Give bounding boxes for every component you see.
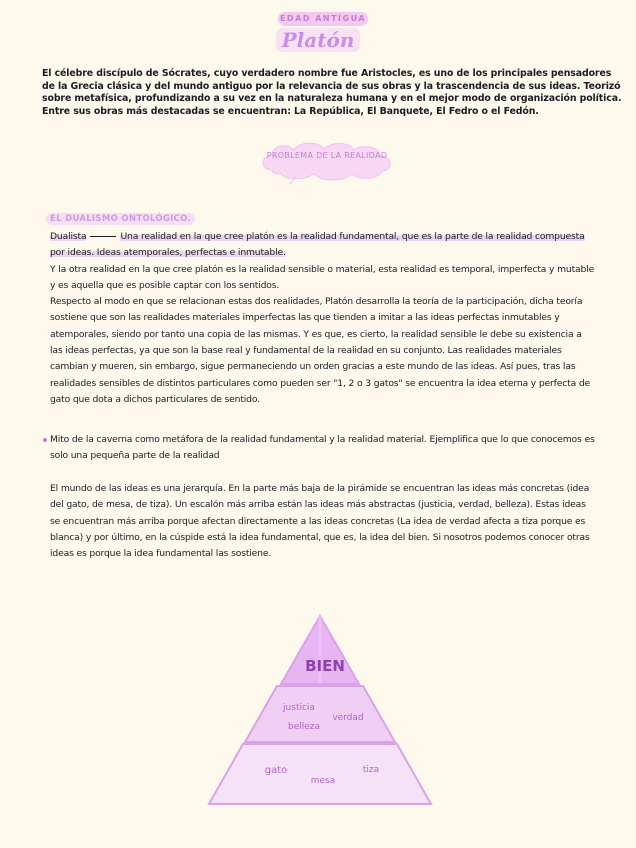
page-title xyxy=(0,28,636,52)
pyramid-mid-label-belleza: belleza xyxy=(287,722,321,732)
pyramid-mid-label-verdad: verdad xyxy=(332,713,364,723)
section-heading xyxy=(46,214,195,224)
dualista-text: Una realidad en la que cree platón es la realidad fundamental, que es la parte de la realidad compuesta por ideas. Ideas atemporales, perfectas e inmutable. xyxy=(50,231,585,259)
ideas-pyramid xyxy=(205,612,435,808)
participation-text: Respecto al modo en que se relacionan estas dos realidades, Platón desarrolla la teoría de la participación, dicha teoría sostiene que son las realidades materiales imperfectas las que tienden a imitar a las ideas perfectas inmutables y atemporales, siendo por tanto una copia de las mismas. Y es que, es cierto, la realidad sensible le debe su existencia a las ideas perfectas, ya que son la base real y fundamental de la realidad en su conjunto. Las realidades materiales cambian y mueren, sin embargo, sigue permaneciendo un orden gracias a este mundo de las ideas. Así pues, tras las realidades sensibles de distintos particulares como pueden ser "1, 2 o 3 gatos" se encuentra la idea eterna y perfecta de gato que dota a dichos particulares de sentido. xyxy=(50,296,591,405)
pyramid-bottom-label-gato: gato xyxy=(264,765,288,776)
pyramid-bottom-label-tiza: tiza xyxy=(362,765,380,775)
page-title-text: Platón xyxy=(276,28,361,52)
cloud-shape xyxy=(258,140,396,184)
intro-paragraph: El célebre discípulo de Sócrates, cuyo verdadero nombre fue Aristocles, es uno de los principales pensadores de la Grecia clásica y del mundo antiguo por la relevancia de sus obras y la trascendencia de sus ideas. Teorizó sobre metafísica, profundizando a su vez en la naturaleza humana y en el mejor modo de organización política. Entre sus obras más destacadas se encuentran: La República, El Banquete, El Fedro o el Fedón. xyxy=(42,68,622,117)
dualista-label: Dualista xyxy=(50,231,87,242)
pyramid-middle-tier xyxy=(245,686,395,742)
arrow-icon xyxy=(90,236,116,237)
other-reality-text: Y la otra realidad en la que cree platón es la realidad sensible o material, esta realidad es temporal, imperfecta y mutable y es aquella que es posible captar con los sentidos. xyxy=(50,263,595,291)
subject-tag: EDAD ANTIGUA xyxy=(278,12,368,26)
cave-paragraph: Mito de la caverna como metáfora de la realidad fundamental y la realidad material. Ejemplifica que lo que conocemos es solo una pequeña parte de la realidad xyxy=(50,434,595,462)
pyramid-bottom-tier xyxy=(209,744,431,804)
pyramid-mid-label-justicia: justicia xyxy=(283,703,315,713)
bullet-icon xyxy=(43,438,47,442)
pyramid-top-label: BIEN xyxy=(305,657,345,675)
section-heading-text: EL DUALISMO ONTOLÓGICO. xyxy=(46,213,195,225)
dualism-block xyxy=(50,229,595,408)
cloud-label: PROBLEMA DE LA REALIDAD xyxy=(266,151,388,160)
pyramid-bottom-label-mesa: mesa xyxy=(310,776,336,786)
hierarchy-paragraph: El mundo de las ideas es una jerarquía. En la parte más baja de la pirámide se encuentran las ideas más concretas (idea del gato, de mesa, de tiza). Un escalón más arriba están las ideas más abstractas (justicia, verdad, belleza). Estas ideas se encuentran más arriba porque afectan directamente a las ideas concretas (La idea de verdad afecta a tiza porque es blanca) y por último, en la cúspide está la idea fundamental, que es, la idea del bien. Si nosotros podemos conocer otras ideas es porque la idea fundamental las sostiene. xyxy=(50,483,590,560)
